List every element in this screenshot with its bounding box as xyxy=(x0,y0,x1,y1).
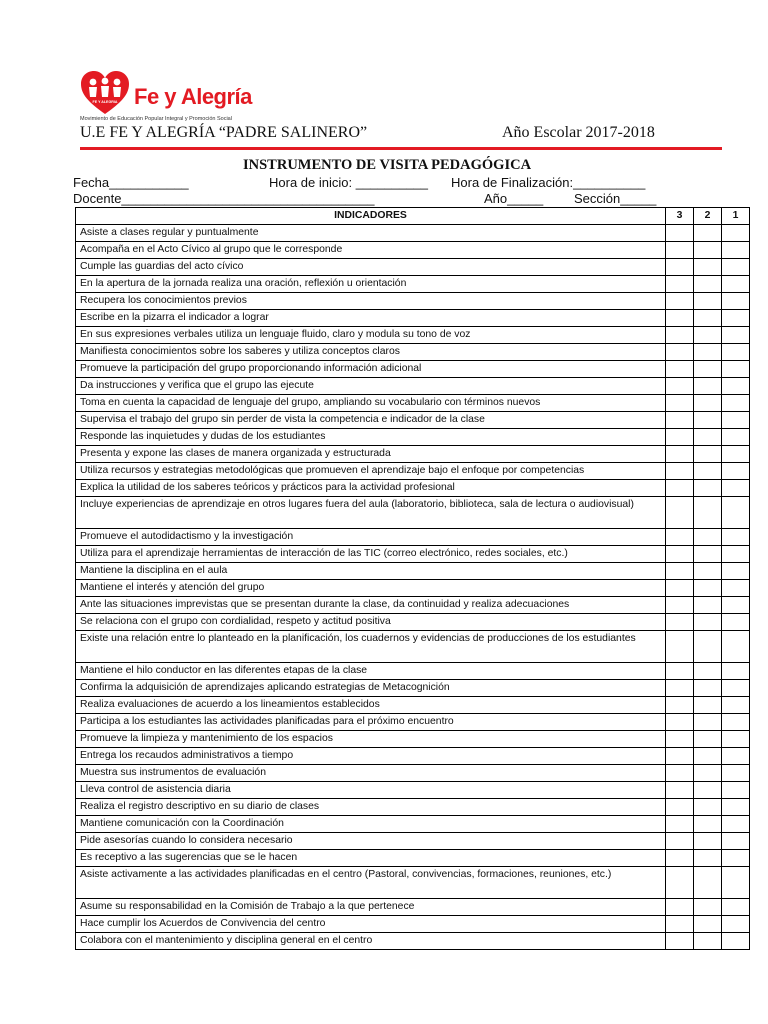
score-cell-3[interactable] xyxy=(666,310,694,327)
score-cell-3[interactable] xyxy=(666,614,694,631)
indicator-text: Responde las inquietudes y dudas de los estudiantes xyxy=(76,429,666,446)
table-row xyxy=(76,765,750,782)
score-cell-1[interactable] xyxy=(722,242,750,259)
indicator-text: En sus expresiones verbales utiliza un lenguaje fluido, claro y modula su tono de voz xyxy=(76,327,666,344)
score-cell-2[interactable] xyxy=(694,782,722,799)
school-year: Año Escolar 2017-2018 xyxy=(502,124,655,141)
score-cell-1[interactable] xyxy=(722,580,750,597)
score-cell-3[interactable] xyxy=(666,361,694,378)
indicator-text: Asume su responsabilidad en la Comisión de Trabajo a la que pertenece xyxy=(76,899,666,916)
score-cell-2[interactable] xyxy=(694,916,722,933)
table-row xyxy=(76,833,750,850)
score-cell-3[interactable] xyxy=(666,225,694,242)
score-cell-2[interactable] xyxy=(694,631,722,663)
score-cell-1[interactable] xyxy=(722,378,750,395)
table-row xyxy=(76,916,750,933)
score-cell-2[interactable] xyxy=(694,580,722,597)
score-cell-1[interactable] xyxy=(722,782,750,799)
score-cell-3[interactable] xyxy=(666,242,694,259)
indicator-text: Entrega los recaudos administrativos a tiempo xyxy=(76,748,666,765)
indicator-text: Cumple las guardias del acto cívico xyxy=(76,259,666,276)
indicator-text: Da instrucciones y verifica que el grupo las ejecute xyxy=(76,378,666,395)
score-cell-1[interactable] xyxy=(722,731,750,748)
table-row xyxy=(76,361,750,378)
score-cell-2[interactable] xyxy=(694,850,722,867)
score-cell-3[interactable] xyxy=(666,680,694,697)
score-cell-3[interactable] xyxy=(666,497,694,529)
score-cell-2[interactable] xyxy=(694,225,722,242)
indicator-text: Mantiene el interés y atención del grupo xyxy=(76,580,666,597)
score-cell-2[interactable] xyxy=(694,446,722,463)
indicator-text: Recupera los conocimientos previos xyxy=(76,293,666,310)
score-cell-3[interactable] xyxy=(666,916,694,933)
score-cell-2[interactable] xyxy=(694,463,722,480)
indicator-text: Mantiene el hilo conductor en las diferentes etapas de la clase xyxy=(76,663,666,680)
score-cell-1[interactable] xyxy=(722,395,750,412)
score-cell-2[interactable] xyxy=(694,344,722,361)
score-cell-2[interactable] xyxy=(694,242,722,259)
indicator-text: Participa a los estudiantes las actividades planificadas para el próximo encuentro xyxy=(76,714,666,731)
score-cell-3[interactable] xyxy=(666,697,694,714)
score-cell-2[interactable] xyxy=(694,833,722,850)
score-cell-2[interactable] xyxy=(694,529,722,546)
score-cell-3[interactable] xyxy=(666,731,694,748)
score-cell-3[interactable] xyxy=(666,563,694,580)
indicator-text: Promueve la participación del grupo proporcionando información adicional xyxy=(76,361,666,378)
indicator-text: Promueve el autodidactismo y la investigación xyxy=(76,529,666,546)
score-cell-1[interactable] xyxy=(722,933,750,950)
score-cell-3[interactable] xyxy=(666,480,694,497)
table-row xyxy=(76,899,750,916)
score-cell-1[interactable] xyxy=(722,497,750,529)
indicator-text: Manifiesta conocimientos sobre los saberes y utiliza conceptos claros xyxy=(76,344,666,361)
indicator-text: Incluye experiencias de aprendizaje en otros lugares fuera del aula (laboratorio, biblioteca, sala de lectura o audiovisual) xyxy=(76,497,666,529)
indicator-text: Promueve la limpieza y mantenimiento de los espacios xyxy=(76,731,666,748)
score-cell-1[interactable] xyxy=(722,680,750,697)
score-cell-1[interactable] xyxy=(722,225,750,242)
table-row xyxy=(76,497,750,529)
score-cell-3[interactable] xyxy=(666,429,694,446)
score-cell-3[interactable] xyxy=(666,259,694,276)
score-cell-2[interactable] xyxy=(694,614,722,631)
score-cell-3[interactable] xyxy=(666,529,694,546)
score-cell-2[interactable] xyxy=(694,310,722,327)
indicator-text: Existe una relación entre lo planteado en la planificación, los cuadernos y evidencias de producciones de los estudiantes xyxy=(76,631,666,663)
table-row xyxy=(76,933,750,950)
table-row xyxy=(76,259,750,276)
score-cell-3[interactable] xyxy=(666,782,694,799)
score-cell-1[interactable] xyxy=(722,480,750,497)
score-cell-2[interactable] xyxy=(694,748,722,765)
table-row xyxy=(76,225,750,242)
table-row xyxy=(76,327,750,344)
score-cell-1[interactable] xyxy=(722,276,750,293)
table-row xyxy=(76,310,750,327)
score-cell-1[interactable] xyxy=(722,614,750,631)
score-cell-1[interactable] xyxy=(722,765,750,782)
column-header-1: 1 xyxy=(722,208,750,225)
table-row xyxy=(76,782,750,799)
score-cell-3[interactable] xyxy=(666,765,694,782)
indicators-table xyxy=(75,207,750,950)
table-row xyxy=(76,446,750,463)
indicator-text: Acompaña en el Acto Cívico al grupo que le corresponde xyxy=(76,242,666,259)
score-cell-3[interactable] xyxy=(666,378,694,395)
svg-text:FE Y ALEGRIA: FE Y ALEGRIA xyxy=(92,100,118,104)
score-cell-3[interactable] xyxy=(666,412,694,429)
score-cell-1[interactable] xyxy=(722,429,750,446)
score-cell-2[interactable] xyxy=(694,680,722,697)
table-row xyxy=(76,395,750,412)
score-cell-3[interactable] xyxy=(666,597,694,614)
table-row xyxy=(76,563,750,580)
score-cell-3[interactable] xyxy=(666,344,694,361)
score-cell-2[interactable] xyxy=(694,714,722,731)
table-row xyxy=(76,697,750,714)
score-cell-3[interactable] xyxy=(666,816,694,833)
score-cell-2[interactable] xyxy=(694,899,722,916)
score-cell-2[interactable] xyxy=(694,361,722,378)
indicator-text: Asiste activamente a las actividades planificadas en el centro (Pastoral, convivencias, formaciones, reuniones, etc.) xyxy=(76,867,666,899)
indicator-text: Muestra sus instrumentos de evaluación xyxy=(76,765,666,782)
score-cell-1[interactable] xyxy=(722,310,750,327)
score-cell-2[interactable] xyxy=(694,867,722,899)
document-title: INSTRUMENTO DE VISITA PEDAGÓGICA xyxy=(243,157,532,173)
table-row xyxy=(76,344,750,361)
indicator-text: Mantiene la disciplina en el aula xyxy=(76,563,666,580)
indicator-text: Hace cumplir los Acuerdos de Convivencia del centro xyxy=(76,916,666,933)
score-cell-1[interactable] xyxy=(722,833,750,850)
score-cell-3[interactable] xyxy=(666,546,694,563)
column-header-2: 2 xyxy=(694,208,722,225)
score-cell-2[interactable] xyxy=(694,259,722,276)
header-divider xyxy=(80,147,722,150)
score-cell-1[interactable] xyxy=(722,463,750,480)
table-header-row xyxy=(76,208,750,225)
indicator-text: Pide asesorías cuando lo considera necesario xyxy=(76,833,666,850)
indicator-text: Lleva control de asistencia diaria xyxy=(76,782,666,799)
indicator-text: Supervisa el trabajo del grupo sin perder de vista la competencia e indicador de la clase xyxy=(76,412,666,429)
score-cell-2[interactable] xyxy=(694,429,722,446)
score-cell-3[interactable] xyxy=(666,580,694,597)
score-cell-3[interactable] xyxy=(666,446,694,463)
school-header xyxy=(80,124,720,144)
score-cell-1[interactable] xyxy=(722,899,750,916)
score-cell-2[interactable] xyxy=(694,497,722,529)
score-cell-3[interactable] xyxy=(666,867,694,899)
score-cell-3[interactable] xyxy=(666,714,694,731)
anio-field[interactable]: Año_____ xyxy=(484,191,544,206)
score-cell-1[interactable] xyxy=(722,714,750,731)
indicator-text: En la apertura de la jornada realiza una oración, reflexión u orientación xyxy=(76,276,666,293)
score-cell-1[interactable] xyxy=(722,259,750,276)
indicator-text: Es receptivo a las sugerencias que se le hacen xyxy=(76,850,666,867)
score-cell-1[interactable] xyxy=(722,529,750,546)
score-cell-3[interactable] xyxy=(666,748,694,765)
indicator-text: Ante las situaciones imprevistas que se presentan durante la clase, da continuidad y realiza adecuaciones xyxy=(76,597,666,614)
score-cell-2[interactable] xyxy=(694,663,722,680)
table-row xyxy=(76,276,750,293)
score-cell-2[interactable] xyxy=(694,816,722,833)
table-row xyxy=(76,799,750,816)
heart-children-icon xyxy=(80,70,130,116)
score-cell-2[interactable] xyxy=(694,697,722,714)
indicator-text: Explica la utilidad de los saberes teóricos y prácticos para la actividad profesional xyxy=(76,480,666,497)
score-cell-2[interactable] xyxy=(694,480,722,497)
table-row xyxy=(76,748,750,765)
score-cell-1[interactable] xyxy=(722,293,750,310)
score-cell-2[interactable] xyxy=(694,378,722,395)
score-cell-2[interactable] xyxy=(694,412,722,429)
score-cell-3[interactable] xyxy=(666,899,694,916)
score-cell-1[interactable] xyxy=(722,412,750,429)
table-row xyxy=(76,429,750,446)
score-cell-3[interactable] xyxy=(666,933,694,950)
hora-inicio-field[interactable]: Hora de inicio: __________ xyxy=(269,175,429,190)
score-cell-1[interactable] xyxy=(722,748,750,765)
score-cell-3[interactable] xyxy=(666,293,694,310)
score-cell-1[interactable] xyxy=(722,867,750,899)
indicator-text: Confirma la adquisición de aprendizajes aplicando estrategias de Metacognición xyxy=(76,680,666,697)
column-header-3: 3 xyxy=(666,208,694,225)
table-row xyxy=(76,663,750,680)
table-row xyxy=(76,529,750,546)
hora-finalizacion-field[interactable]: Hora de Finalización:__________ xyxy=(451,175,646,190)
indicator-text: Presenta y expone las clases de manera organizada y estructurada xyxy=(76,446,666,463)
score-cell-3[interactable] xyxy=(666,663,694,680)
fe-y-alegria-logo xyxy=(80,70,280,124)
score-cell-2[interactable] xyxy=(694,765,722,782)
score-cell-2[interactable] xyxy=(694,563,722,580)
score-cell-2[interactable] xyxy=(694,933,722,950)
score-cell-2[interactable] xyxy=(694,276,722,293)
table-row xyxy=(76,293,750,310)
table-row xyxy=(76,242,750,259)
score-cell-3[interactable] xyxy=(666,631,694,663)
score-cell-1[interactable] xyxy=(722,563,750,580)
table-row xyxy=(76,480,750,497)
score-cell-1[interactable] xyxy=(722,597,750,614)
score-cell-3[interactable] xyxy=(666,276,694,293)
table-row xyxy=(76,731,750,748)
score-cell-1[interactable] xyxy=(722,344,750,361)
indicator-text: Asiste a clases regular y puntualmente xyxy=(76,225,666,242)
docente-field[interactable]: Docente___________________________________ xyxy=(73,191,375,206)
indicator-text: Se relaciona con el grupo con cordialidad, respeto y actitud positiva xyxy=(76,614,666,631)
table-row xyxy=(76,580,750,597)
indicator-text: Realiza evaluaciones de acuerdo a los lineamientos establecidos xyxy=(76,697,666,714)
table-row xyxy=(76,597,750,614)
score-cell-2[interactable] xyxy=(694,327,722,344)
score-cell-2[interactable] xyxy=(694,799,722,816)
score-cell-1[interactable] xyxy=(722,816,750,833)
column-header-indicadores: INDICADORES xyxy=(76,208,666,225)
score-cell-2[interactable] xyxy=(694,597,722,614)
score-cell-2[interactable] xyxy=(694,546,722,563)
score-cell-2[interactable] xyxy=(694,731,722,748)
score-cell-1[interactable] xyxy=(722,631,750,663)
fecha-field[interactable]: Fecha___________ xyxy=(73,175,189,190)
indicator-text: Escribe en la pizarra el indicador a lograr xyxy=(76,310,666,327)
brand-tagline: Movimiento de Educación Popular Integral y Promoción Social xyxy=(80,116,232,122)
score-cell-1[interactable] xyxy=(722,799,750,816)
table-row xyxy=(76,546,750,563)
score-cell-3[interactable] xyxy=(666,395,694,412)
indicator-text: Utiliza recursos y estrategias metodológicas que promueven el aprendizaje bajo el enfoque por competencias xyxy=(76,463,666,480)
table-row xyxy=(76,867,750,899)
indicator-text: Utiliza para el aprendizaje herramientas de interacción de las TIC (correo electrónico, redes sociales, etc.) xyxy=(76,546,666,563)
table-row xyxy=(76,614,750,631)
score-cell-1[interactable] xyxy=(722,546,750,563)
score-cell-3[interactable] xyxy=(666,833,694,850)
table-row xyxy=(76,816,750,833)
table-row xyxy=(76,714,750,731)
score-cell-1[interactable] xyxy=(722,327,750,344)
score-cell-1[interactable] xyxy=(722,697,750,714)
score-cell-2[interactable] xyxy=(694,395,722,412)
score-cell-3[interactable] xyxy=(666,799,694,816)
score-cell-3[interactable] xyxy=(666,850,694,867)
table-row xyxy=(76,680,750,697)
table-row xyxy=(76,631,750,663)
seccion-field[interactable]: Sección_____ xyxy=(574,191,657,206)
indicator-text: Mantiene comunicación con la Coordinación xyxy=(76,816,666,833)
indicator-text: Toma en cuenta la capacidad de lenguaje del grupo, ampliando su vocabulario con términos nuevos xyxy=(76,395,666,412)
indicator-text: Realiza el registro descriptivo en su diario de clases xyxy=(76,799,666,816)
score-cell-1[interactable] xyxy=(722,850,750,867)
score-cell-1[interactable] xyxy=(722,916,750,933)
score-cell-3[interactable] xyxy=(666,327,694,344)
school-name: U.E FE Y ALEGRÍA “PADRE SALINERO” xyxy=(80,124,368,141)
score-cell-1[interactable] xyxy=(722,446,750,463)
score-cell-2[interactable] xyxy=(694,293,722,310)
indicator-text: Colabora con el mantenimiento y disciplina general en el centro xyxy=(76,933,666,950)
table-row xyxy=(76,378,750,395)
score-cell-3[interactable] xyxy=(666,463,694,480)
score-cell-1[interactable] xyxy=(722,361,750,378)
table-row xyxy=(76,850,750,867)
brand-name: Fe y Alegría xyxy=(134,84,252,109)
table-row xyxy=(76,463,750,480)
table-row xyxy=(76,412,750,429)
score-cell-1[interactable] xyxy=(722,663,750,680)
